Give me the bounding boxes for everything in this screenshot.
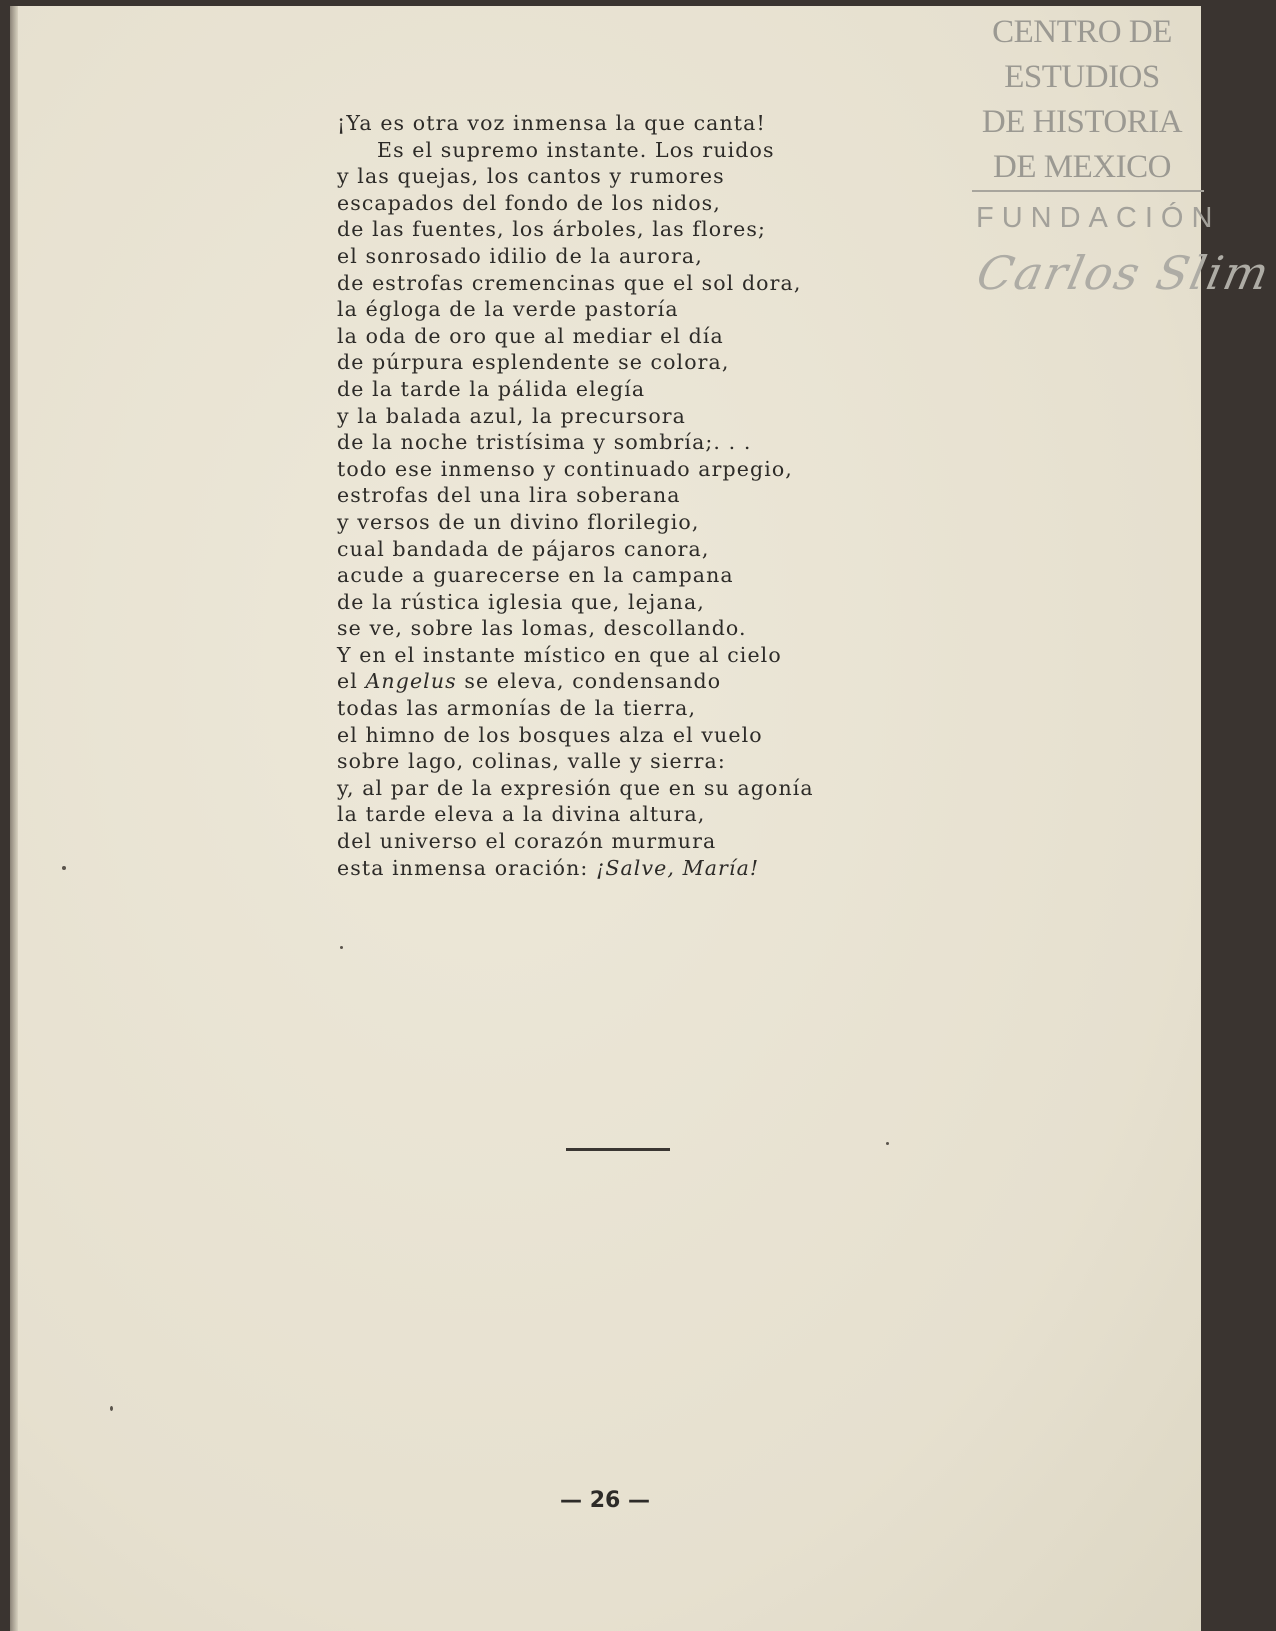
poem-line: el sonrosado idilio de la aurora, (337, 243, 703, 268)
paper-speck (110, 1406, 113, 1411)
page-number: — 26 — (560, 1488, 650, 1513)
watermark-divider (972, 190, 1204, 192)
poem-line: la tarde eleva a la divina altura, (337, 802, 706, 827)
poem-line: todo ese inmenso y continuado arpegio, (337, 456, 793, 481)
italic-word: Angelus (365, 669, 457, 694)
poem-line: Y en el instante místico en que al cielo (337, 642, 782, 667)
watermark-line: DE MEXICO (993, 149, 1171, 185)
poem-line: cual bandada de pájaros canora, (337, 536, 710, 561)
poem-line: la oda de oro que al mediar el día (337, 323, 724, 348)
page-edge-shadow (10, 6, 18, 1631)
watermark-line: DE HISTORIA (981, 104, 1183, 140)
poem-line: el Angelus se eleva, condensando (337, 669, 722, 694)
poem-line: y la balada azul, la precursora (337, 403, 687, 428)
watermark-line: CENTRO DE (992, 14, 1172, 50)
poem-line: todas las armonías de la tierra, (337, 696, 697, 721)
poem-line: sobre lago, colinas, valle y sierra: (337, 749, 726, 774)
poem-line: de la noche tristísima y sombría;. . . (337, 430, 752, 455)
poem-line: esta inmensa oración: ¡Salve, María! (337, 855, 760, 880)
watermark-line: ESTUDIOS (1004, 59, 1160, 95)
italic-phrase: ¡Salve, María! (596, 855, 760, 880)
archive-watermark (962, 10, 1202, 190)
poem-line: Es el supremo instante. Los ruidos (377, 137, 775, 162)
poem-line: de la rústica iglesia que, lejana, (337, 589, 705, 614)
poem-line: de la tarde la pálida elegía (337, 376, 646, 401)
poem-line: acude a guarecerse en la campana (337, 563, 734, 588)
poem-line: de estrofas cremencinas que el sol dora, (337, 270, 802, 295)
poem-line: escapados del fondo de los nidos, (337, 190, 721, 215)
poem-text (337, 110, 814, 881)
watermark-foundation: FUNDACIÓN (976, 202, 1221, 234)
poem-line: el himno de los bosques alza el vuelo (337, 722, 763, 747)
end-rule (566, 1148, 670, 1151)
book-page (10, 6, 1276, 1631)
paper-speck (340, 946, 343, 949)
poem-line: la égloga de la verde pastoría (337, 297, 679, 322)
poem-line: y las quejas, los cantos y rumores (337, 164, 725, 189)
poem-line: y, al par de la expresión que en su agonía (337, 775, 814, 800)
paper-speck (886, 1142, 889, 1145)
poem-line: de púrpura esplendente se colora, (337, 350, 730, 375)
poem-line: y versos de un divino florilegio, (337, 509, 700, 534)
poem-line: del universo el corazón murmura (337, 829, 717, 854)
poem-line: estrofas del una lira soberana (337, 483, 681, 508)
poem-line: ¡Ya es otra voz inmensa la que canta! (337, 111, 766, 135)
paper-speck (62, 866, 66, 870)
poem-line: de las fuentes, los árboles, las flores; (337, 217, 766, 242)
watermark-signature: Carlos Slim (972, 246, 1276, 300)
poem-line: se ve, sobre las lomas, descollando. (337, 616, 747, 641)
